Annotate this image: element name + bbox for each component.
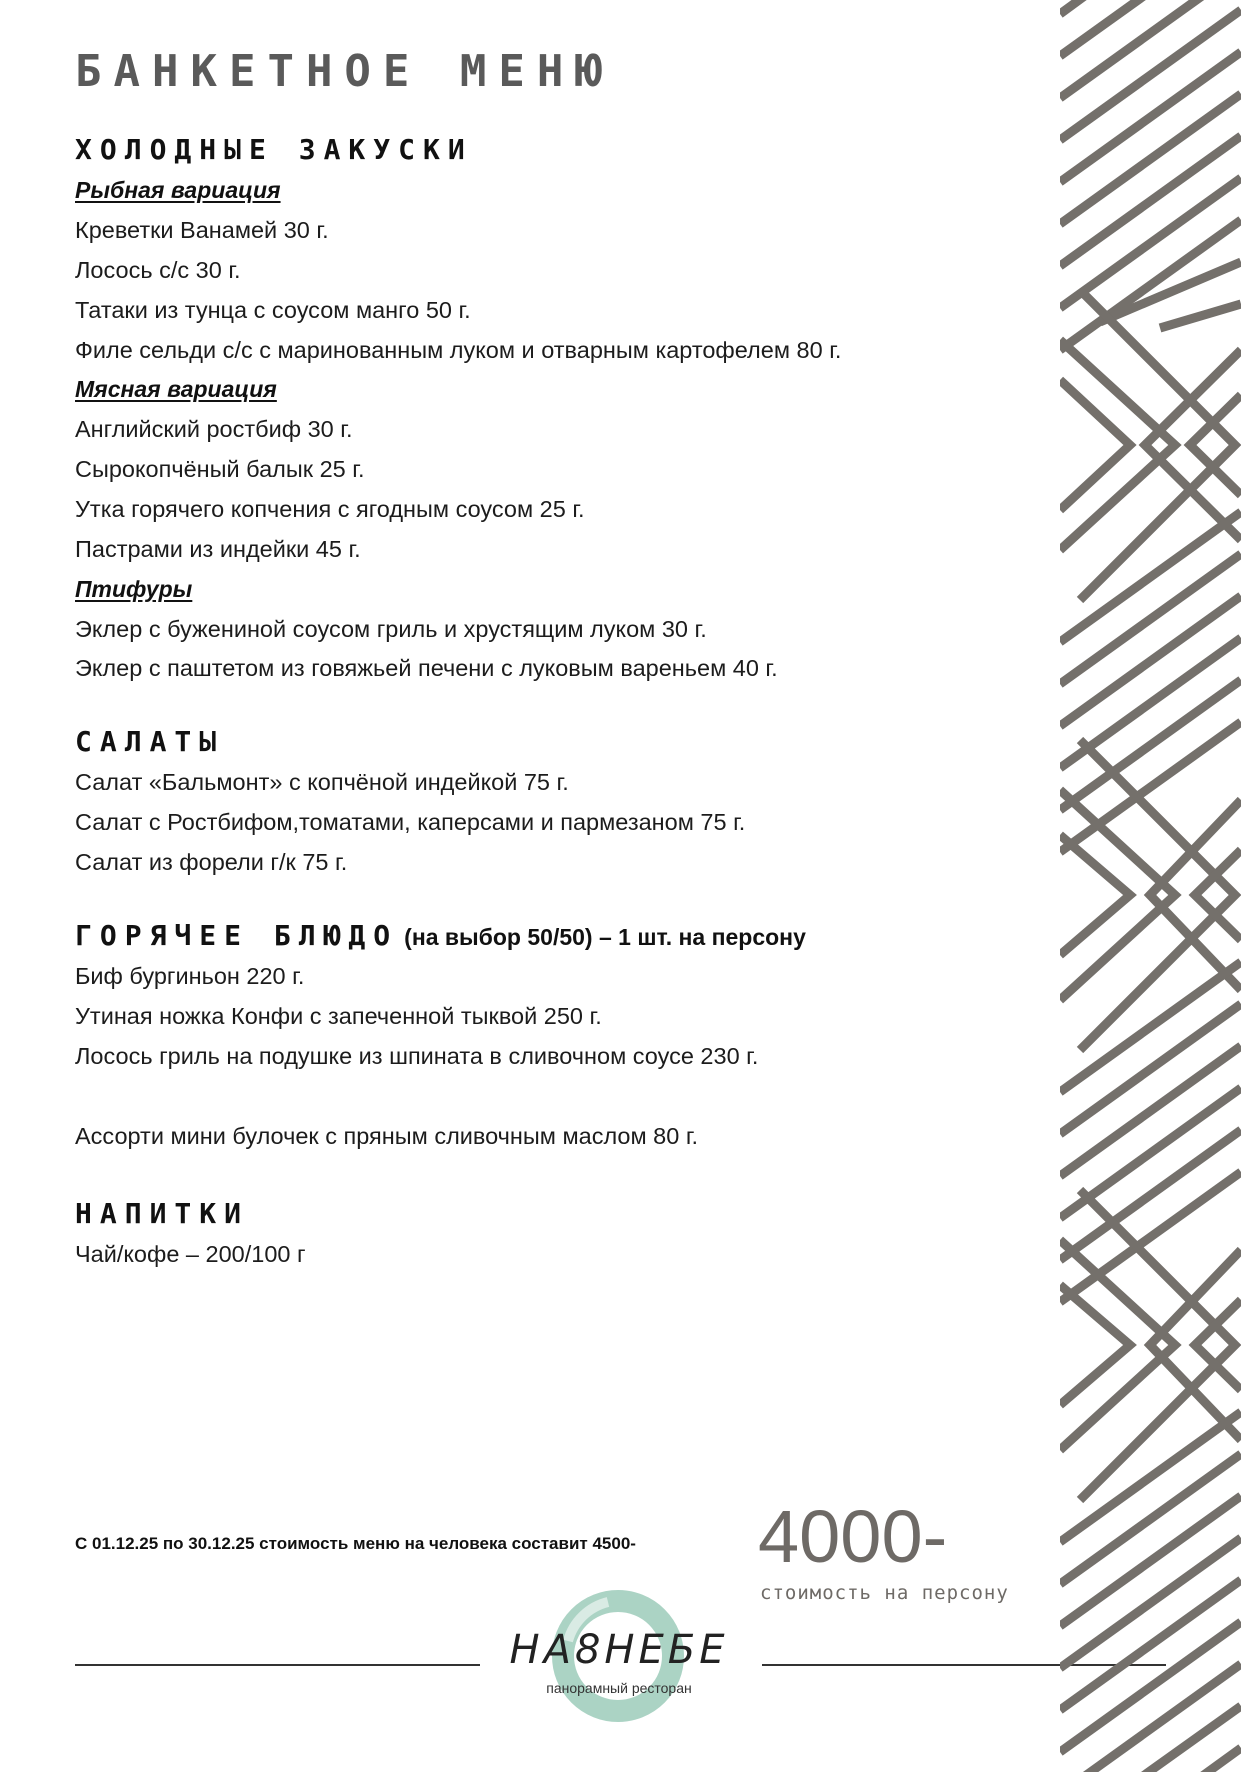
menu-item: Сырокопчёный балык 25 г. [75,456,365,482]
price-value: 4000- [758,1495,948,1578]
menu-item: Филе сельди с/с с маринованным луком и отварным картофелем 80 г. [75,337,842,363]
menu-item: Английский ростбиф 30 г. [75,416,353,442]
chevron-pattern-decoration [1060,0,1241,1772]
menu-item: Салат из форели г/к 75 г. [75,849,348,875]
section-heading-hot-title: ГОРЯЧЕЕ БЛЮДО [75,919,399,952]
subheading-fish: Рыбная вариация [75,177,281,203]
restaurant-logo [508,1586,730,1726]
price-label: стоимость на персону [760,1582,1009,1604]
menu-item: Салат с Ростбифом,томатами, каперсами и пармезаном 75 г. [75,809,746,835]
menu-item: Лосось гриль на подушке из шпината в сливочном соусе 230 г. [75,1043,759,1069]
menu-item: Эклер с паштетом из говяжьей печени с луковым вареньем 40 г. [75,655,778,681]
subheading-petit-fours: Птифуры [75,576,193,602]
menu-item: Креветки Ванамей 30 г. [75,217,329,243]
menu-item: Утка горячего копчения с ягодным соусом 25 г. [75,496,585,522]
menu-item: Лосось с/с 30 г. [75,257,241,283]
section-heading-hot [75,919,806,952]
menu-item: Утиная ножка Конфи с запеченной тыквой 250 г. [75,1003,602,1029]
menu-item: Салат «Бальмонт» с копчёной индейкой 75 г. [75,769,569,795]
menu-item: Чай/кофе – 200/100 г [75,1241,306,1267]
page-title: БАНКЕТНОЕ МЕНЮ [75,46,614,97]
section-heading-cold: ХОЛОДНЫЕ ЗАКУСКИ [75,133,473,166]
menu-item: Пастрами из индейки 45 г. [75,536,361,562]
logo-subtitle: панорамный ресторан [546,1680,692,1696]
subheading-meat: Мясная вариация [75,376,277,402]
left-divider [75,1664,480,1666]
menu-item: Эклер с бужениной соусом гриль и хрустящим луком 30 г. [75,616,707,642]
section-heading-salads: САЛАТЫ [75,725,225,758]
logo-name: НА8НЕБЕ [509,1627,729,1673]
menu-item-bread: Ассорти мини булочек с пряным сливочным маслом 80 г. [75,1123,699,1149]
section-heading-drinks: НАПИТКИ [75,1197,250,1230]
section-heading-hot-note: (на выбор 50/50) – 1 шт. на персону [404,924,806,950]
menu-item: Татаки из тунца с соусом манго 50 г. [75,297,471,323]
promo-text: С 01.12.25 по 30.12.25 стоимость меню на человека составит 4500- [75,1534,636,1553]
menu-item: Биф бургиньон 220 г. [75,963,305,989]
